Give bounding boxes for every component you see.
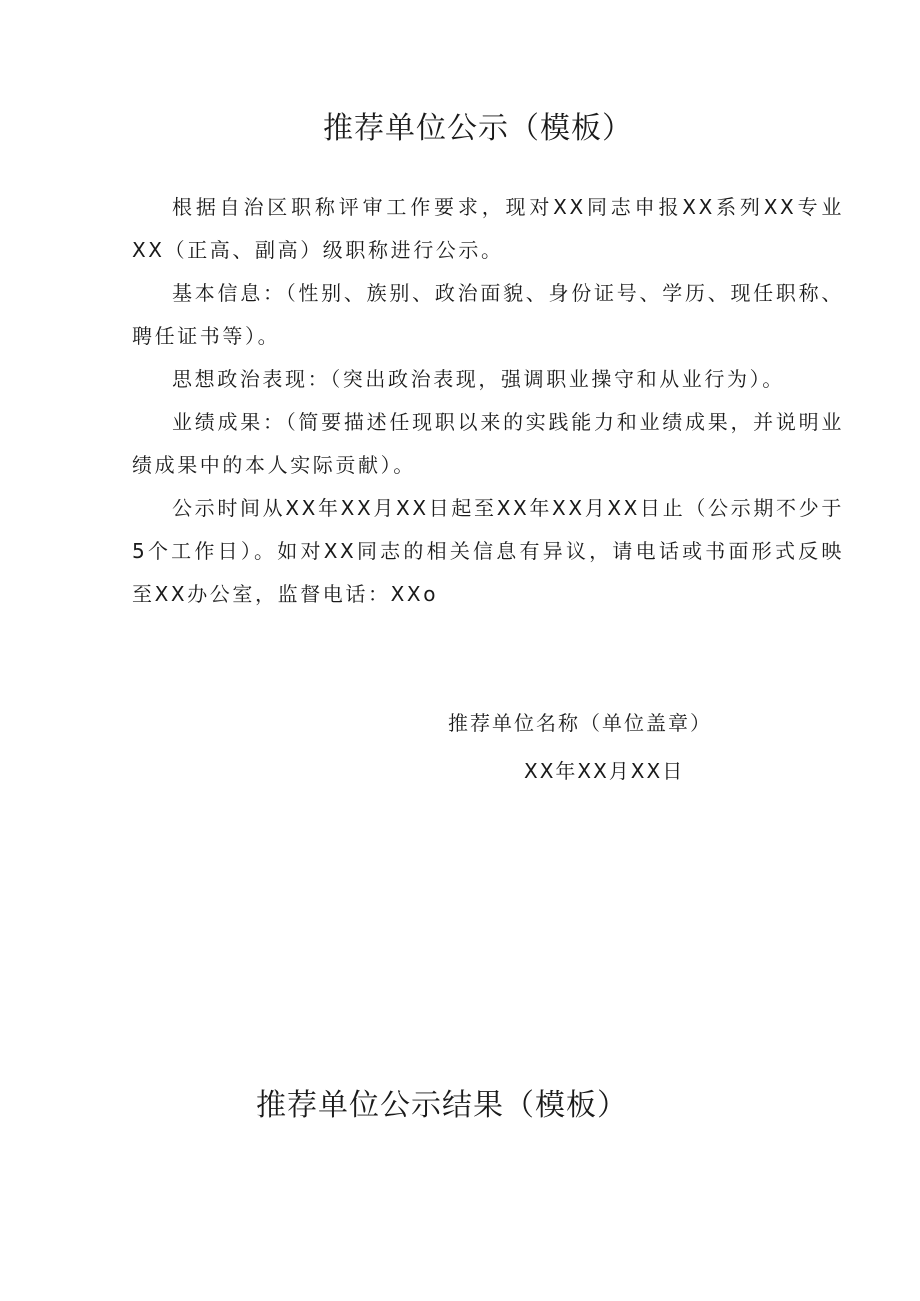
signature-org: 推荐单位名称（单位盖章） [448, 711, 712, 735]
signature-date: XX年XX月XX日 [524, 759, 685, 783]
document-title: 推荐单位公示（模板） [323, 111, 633, 146]
paragraph-political: 思想政治表现：（突出政治表现，强调职业操守和从业行为）。 [172, 367, 785, 391]
paragraph-publicity-period: 公示时间从XX年XX月XX日起至XX年XX月XX日止（公示期不少于5个工作日）。如对XX同志的相关信息有异议，请电话或书面形式反映至XX办公室，监督电话：XXo [132, 496, 844, 606]
paragraph-intro: 根据自治区职称评审工作要求，现对XX同志申报XX系列XX专业XX（正高、副高）级职称进行公示。 [132, 195, 844, 262]
paragraph-achievements: 业绩成果：（简要描述任现职以来的实践能力和业绩成果，并说明业绩成果中的本人实际贡献）。 [132, 410, 844, 477]
second-document-title: 推荐单位公示结果（模板） [256, 1088, 628, 1123]
document-body [132, 186, 844, 616]
paragraph-basic-info: 基本信息：（性别、族别、政治面貌、身份证号、学历、现任职称、聘任证书等）。 [132, 281, 844, 348]
